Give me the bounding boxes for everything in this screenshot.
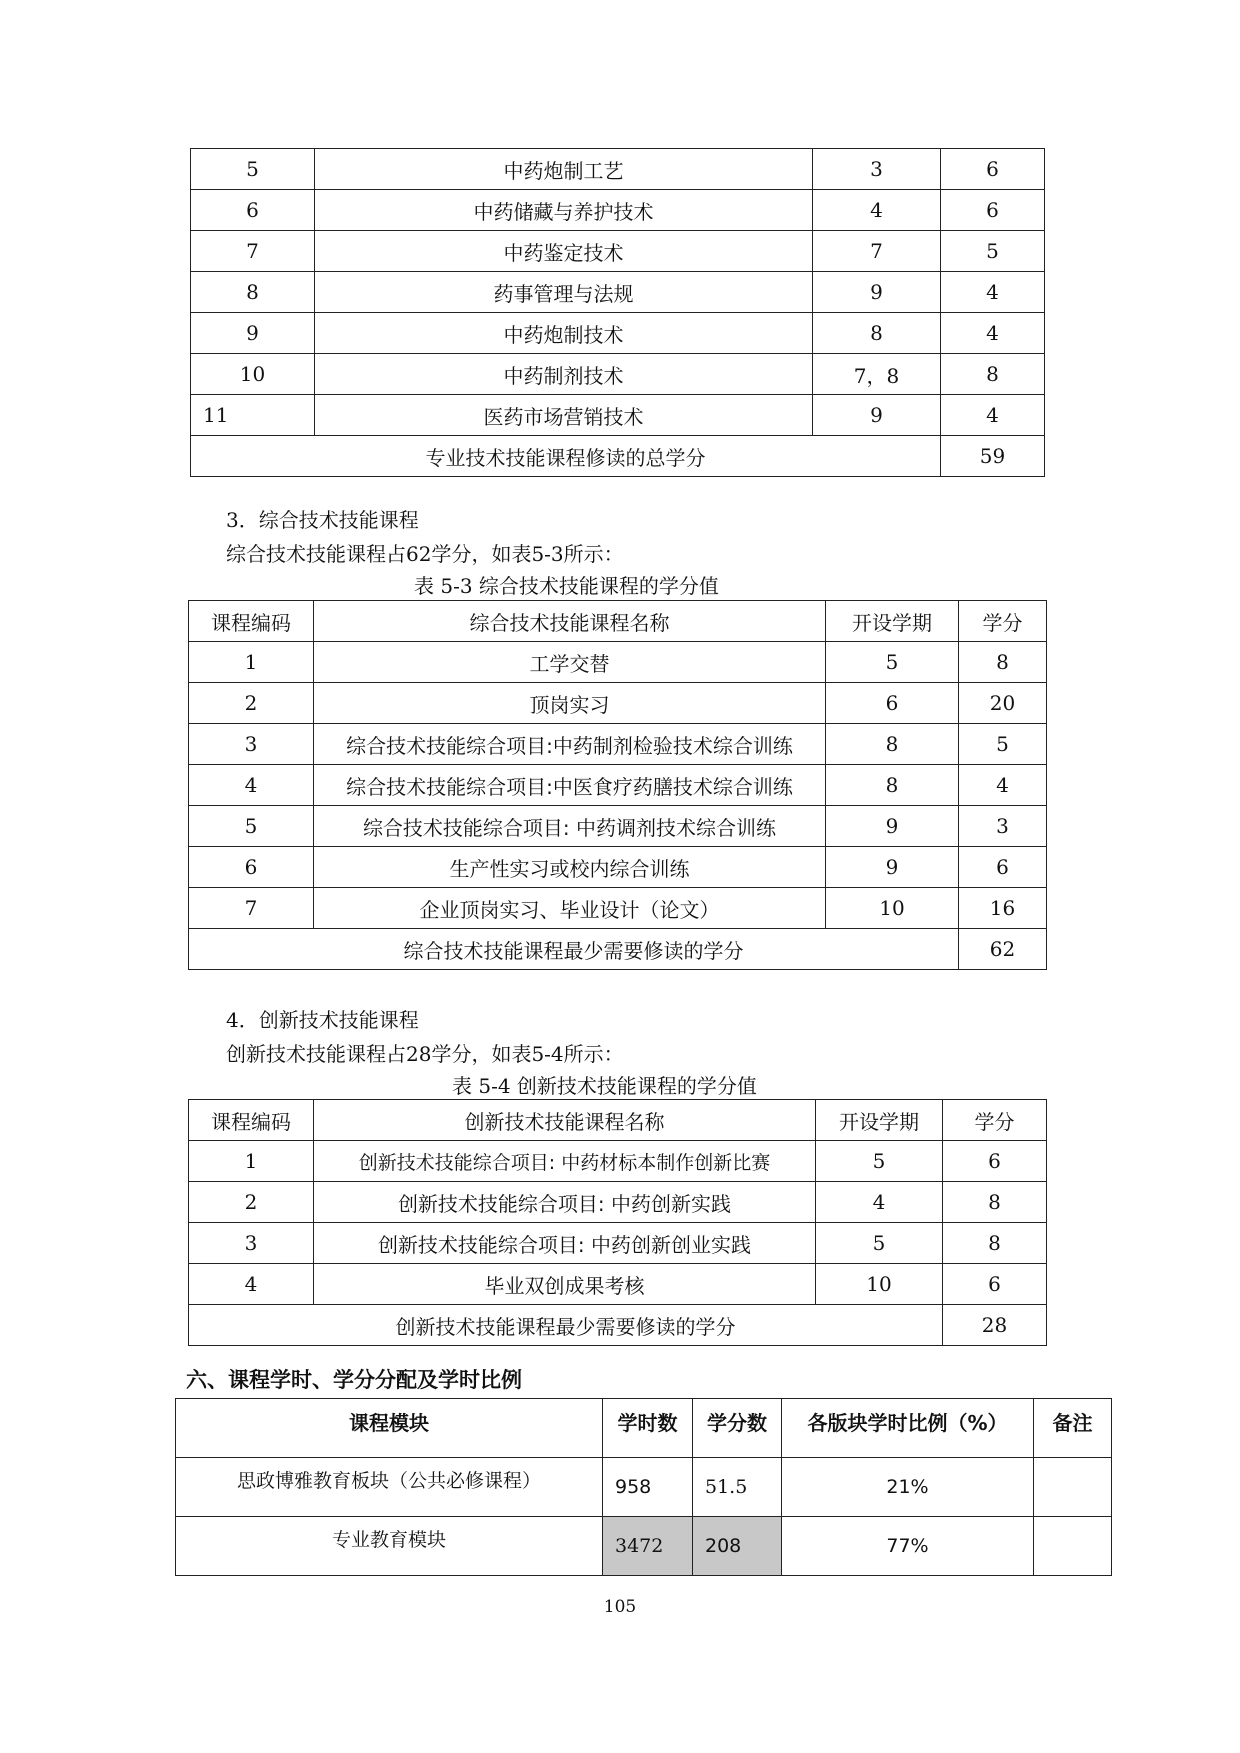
table-row	[189, 765, 1047, 806]
course-code: 6	[189, 847, 314, 888]
course-code: 1	[189, 1141, 314, 1182]
course-code: 6	[191, 190, 315, 231]
course-name: 创新技术技能综合项目: 中药创新创业实践	[314, 1223, 816, 1264]
section-intro: 综合技术技能课程占62学分，如表5-3所示：	[226, 542, 624, 566]
course-term: 8	[826, 765, 959, 806]
course-code: 5	[191, 149, 315, 190]
course-credit: 3	[959, 806, 1047, 847]
table-row	[189, 642, 1047, 683]
header-term: 开设学期	[816, 1100, 943, 1141]
course-credit: 8	[943, 1182, 1047, 1223]
course-name: 综合技术技能综合项目:中药制剂检验技术综合训练	[314, 724, 826, 765]
table-row	[191, 313, 1045, 354]
course-credit: 6	[941, 190, 1045, 231]
course-name: 顶岗实习	[314, 683, 826, 724]
course-credit: 6	[943, 1141, 1047, 1182]
course-code: 10	[191, 354, 315, 395]
course-name: 药事管理与法规	[315, 272, 813, 313]
course-name: 综合技术技能综合项目:中医食疗药膳技术综合训练	[314, 765, 826, 806]
header-credit: 学分	[943, 1100, 1047, 1141]
course-credit: 16	[959, 888, 1047, 929]
course-credit: 5	[959, 724, 1047, 765]
course-term: 9	[826, 806, 959, 847]
module-note	[1034, 1517, 1112, 1576]
course-name: 中药制剂技术	[315, 354, 813, 395]
course-term: 3	[813, 149, 941, 190]
table-row	[189, 1141, 1047, 1182]
table-row	[191, 395, 1045, 436]
table-row	[189, 888, 1047, 929]
course-code: 3	[189, 724, 314, 765]
course-term: 7	[813, 231, 941, 272]
course-name: 创新技术技能综合项目: 中药材标本制作创新比赛	[314, 1141, 816, 1182]
course-term: 9	[813, 395, 941, 436]
course-term: 5	[826, 642, 959, 683]
course-credit: 4	[941, 313, 1045, 354]
course-term: 4	[816, 1182, 943, 1223]
module-hours: 3472	[603, 1517, 693, 1576]
course-credit: 8	[943, 1223, 1047, 1264]
total-label: 专业技术技能课程修读的总学分	[191, 436, 941, 477]
course-name: 创新技术技能综合项目: 中药创新实践	[314, 1182, 816, 1223]
course-code: 7	[191, 231, 315, 272]
table-header-row	[176, 1399, 1112, 1458]
course-term: 5	[816, 1223, 943, 1264]
table-row	[191, 190, 1045, 231]
total-label: 创新技术技能课程最少需要修读的学分	[189, 1305, 943, 1346]
table-header-row	[189, 601, 1047, 642]
header-code: 课程编码	[189, 601, 314, 642]
course-code: 4	[189, 1264, 314, 1305]
table-caption: 表 5-3 综合技术技能课程的学分值	[414, 574, 719, 598]
table-row	[189, 1264, 1047, 1305]
course-term: 8	[813, 313, 941, 354]
hours-allocation-table	[175, 1398, 1112, 1576]
table-row	[189, 806, 1047, 847]
table-row	[176, 1517, 1112, 1576]
table-row	[191, 149, 1045, 190]
table-total-row	[189, 929, 1047, 970]
table-caption: 表 5-4 创新技术技能课程的学分值	[452, 1074, 757, 1098]
total-value: 62	[959, 929, 1047, 970]
course-term: 8	[826, 724, 959, 765]
table-header-row	[189, 1100, 1047, 1141]
course-name: 中药鉴定技术	[315, 231, 813, 272]
course-credit: 8	[941, 354, 1045, 395]
course-credit: 20	[959, 683, 1047, 724]
course-name: 中药炮制技术	[315, 313, 813, 354]
module-name: 专业教育模块	[176, 1517, 603, 1576]
course-term: 10	[816, 1264, 943, 1305]
table-row	[189, 1223, 1047, 1264]
module-ratio: 77%	[782, 1517, 1034, 1576]
table-total-row	[189, 1305, 1047, 1346]
module-ratio: 21%	[782, 1458, 1034, 1517]
course-name: 生产性实习或校内综合训练	[314, 847, 826, 888]
section-intro: 创新技术技能课程占28学分，如表5-4所示：	[226, 1042, 624, 1066]
header-name: 综合技术技能课程名称	[314, 601, 826, 642]
course-credit: 8	[959, 642, 1047, 683]
header-name: 创新技术技能课程名称	[314, 1100, 816, 1141]
table-row	[176, 1458, 1112, 1517]
course-term: 4	[813, 190, 941, 231]
module-note	[1034, 1458, 1112, 1517]
course-name: 工学交替	[314, 642, 826, 683]
course-name: 中药炮制工艺	[315, 149, 813, 190]
table-row	[191, 354, 1045, 395]
course-term: 10	[826, 888, 959, 929]
course-code: 1	[189, 642, 314, 683]
course-code: 8	[191, 272, 315, 313]
course-credit: 4	[959, 765, 1047, 806]
course-code: 2	[189, 683, 314, 724]
course-name: 企业顶岗实习、毕业设计（论文）	[314, 888, 826, 929]
table-row	[189, 847, 1047, 888]
course-credit: 6	[941, 149, 1045, 190]
table-row	[189, 724, 1047, 765]
section-heading: 六、课程学时、学分分配及学时比例	[186, 1368, 522, 1392]
module-credits: 208	[693, 1517, 782, 1576]
course-code: 4	[189, 765, 314, 806]
module-name: 思政博雅教育板块（公共必修课程）	[176, 1458, 603, 1517]
section-title: 4．创新技术技能课程	[226, 1008, 419, 1032]
course-name: 毕业双创成果考核	[314, 1264, 816, 1305]
header-code: 课程编码	[189, 1100, 314, 1141]
course-term: 9	[813, 272, 941, 313]
page-number: 105	[603, 1597, 637, 1617]
table-row	[191, 231, 1045, 272]
course-term: 7，8	[813, 354, 941, 395]
table-row	[189, 683, 1047, 724]
module-credits: 51.5	[693, 1458, 782, 1517]
course-code: 11	[191, 395, 315, 436]
course-credit: 4	[941, 272, 1045, 313]
course-credit: 6	[943, 1264, 1047, 1305]
course-code: 3	[189, 1223, 314, 1264]
total-value: 59	[941, 436, 1045, 477]
section-title: 3．综合技术技能课程	[226, 508, 419, 532]
course-term: 6	[826, 683, 959, 724]
total-label: 综合技术技能课程最少需要修读的学分	[189, 929, 959, 970]
course-code: 2	[189, 1182, 314, 1223]
header-credits: 学分数	[693, 1399, 782, 1458]
professional-skills-table	[190, 148, 1045, 477]
table-row	[191, 272, 1045, 313]
course-name: 医药市场营销技术	[315, 395, 813, 436]
course-code: 9	[191, 313, 315, 354]
header-note: 备注	[1034, 1399, 1112, 1458]
header-credit: 学分	[959, 601, 1047, 642]
course-term: 5	[816, 1141, 943, 1182]
header-hours: 学时数	[603, 1399, 693, 1458]
comprehensive-skills-table	[188, 600, 1047, 970]
module-hours: 958	[603, 1458, 693, 1517]
header-ratio: 各版块学时比例（%）	[782, 1399, 1034, 1458]
total-value: 28	[943, 1305, 1047, 1346]
innovation-skills-table	[188, 1099, 1047, 1346]
course-name: 综合技术技能综合项目: 中药调剂技术综合训练	[314, 806, 826, 847]
course-credit: 6	[959, 847, 1047, 888]
course-term: 9	[826, 847, 959, 888]
header-term: 开设学期	[826, 601, 959, 642]
table-row	[189, 1182, 1047, 1223]
course-code: 7	[189, 888, 314, 929]
course-code: 5	[189, 806, 314, 847]
table-total-row	[191, 436, 1045, 477]
course-name: 中药储藏与养护技术	[315, 190, 813, 231]
course-credit: 4	[941, 395, 1045, 436]
header-module: 课程模块	[176, 1399, 603, 1458]
course-credit: 5	[941, 231, 1045, 272]
